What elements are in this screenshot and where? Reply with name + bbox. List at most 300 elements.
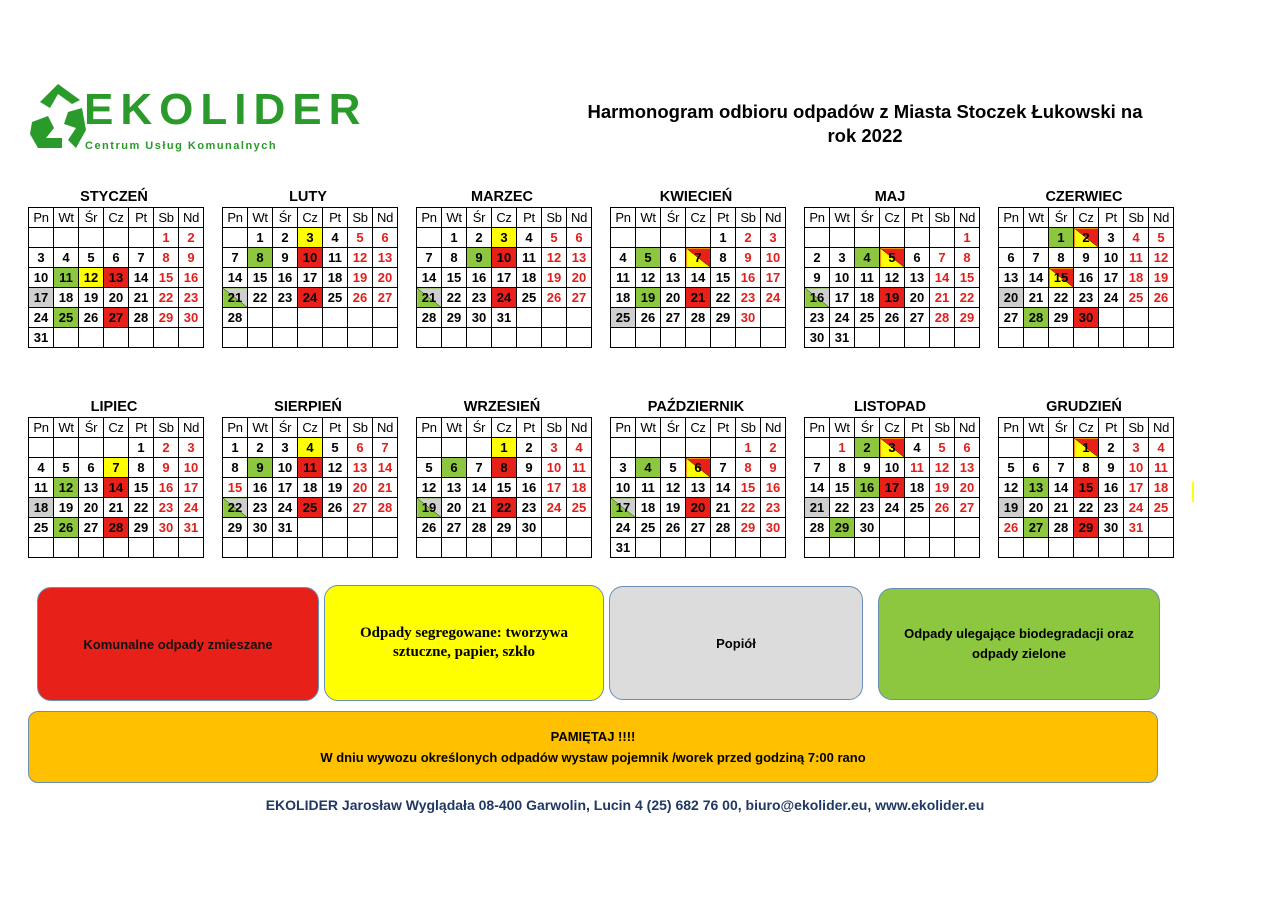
day-cell: 24: [880, 498, 905, 518]
day-cell: 29: [955, 308, 980, 328]
day-cell: 24: [1099, 288, 1124, 308]
day-cell: 18: [855, 288, 880, 308]
day-cell: 27: [661, 308, 686, 328]
weekday-header: Pt: [323, 418, 348, 438]
day-cell: 4: [29, 458, 54, 478]
day-cell: 9: [1074, 248, 1099, 268]
day-cell: 15: [492, 478, 517, 498]
day-cell: [54, 328, 79, 348]
day-cell: 21: [467, 498, 492, 518]
day-cell: [154, 538, 179, 558]
day-cell: 22: [1049, 288, 1074, 308]
day-cell: [417, 538, 442, 558]
day-cell: [636, 228, 661, 248]
day-cell: [273, 308, 298, 328]
day-cell: 1: [492, 438, 517, 458]
month-calendar: [222, 398, 394, 558]
day-cell: 10: [298, 248, 323, 268]
day-cell: [467, 538, 492, 558]
day-cell: 4: [611, 248, 636, 268]
day-cell: 21: [223, 288, 248, 308]
day-cell: 7: [686, 248, 711, 268]
day-cell: [79, 228, 104, 248]
day-cell: 10: [761, 248, 786, 268]
day-cell: 4: [636, 458, 661, 478]
day-cell: 14: [129, 268, 154, 288]
day-cell: 19: [417, 498, 442, 518]
day-cell: [348, 518, 373, 538]
day-cell: [1049, 438, 1074, 458]
day-cell: [999, 438, 1024, 458]
day-cell: 6: [104, 248, 129, 268]
weekday-header: Pt: [517, 208, 542, 228]
day-cell: [686, 328, 711, 348]
day-cell: 27: [567, 288, 592, 308]
day-cell: 19: [79, 288, 104, 308]
day-cell: 15: [736, 478, 761, 498]
weekday-header: Pt: [711, 418, 736, 438]
day-cell: 24: [273, 498, 298, 518]
day-cell: 7: [711, 458, 736, 478]
day-cell: [636, 538, 661, 558]
decorative-mark: [1192, 482, 1194, 502]
day-cell: 21: [1024, 288, 1049, 308]
day-cell: 20: [999, 288, 1024, 308]
day-cell: 19: [323, 478, 348, 498]
month-name: CZERWIEC: [1045, 189, 1123, 205]
day-cell: 23: [736, 288, 761, 308]
day-cell: 8: [736, 458, 761, 478]
day-cell: [830, 538, 855, 558]
day-cell: 9: [1099, 458, 1124, 478]
day-cell: 19: [930, 478, 955, 498]
day-cell: 11: [567, 458, 592, 478]
day-cell: 20: [686, 498, 711, 518]
day-cell: [805, 438, 830, 458]
day-cell: 13: [999, 268, 1024, 288]
day-cell: 23: [248, 498, 273, 518]
day-cell: 29: [154, 308, 179, 328]
weekday-header: Sb: [930, 418, 955, 438]
day-cell: [611, 328, 636, 348]
day-cell: 15: [154, 268, 179, 288]
weekday-header: Sb: [348, 418, 373, 438]
day-cell: [417, 328, 442, 348]
day-cell: 11: [298, 458, 323, 478]
day-cell: 24: [492, 288, 517, 308]
day-cell: 27: [686, 518, 711, 538]
month-calendar: [28, 398, 200, 558]
month-calendar: [222, 188, 394, 348]
day-cell: 13: [686, 478, 711, 498]
day-cell: 15: [1049, 268, 1074, 288]
month-table: [222, 207, 398, 348]
reminder-title: PAMIĘTAJ !!!!: [550, 729, 636, 744]
day-cell: 17: [273, 478, 298, 498]
day-cell: 8: [1074, 458, 1099, 478]
day-cell: 24: [542, 498, 567, 518]
weekday-header: Pt: [517, 418, 542, 438]
day-cell: 2: [761, 438, 786, 458]
day-cell: [298, 308, 323, 328]
day-cell: 10: [1124, 458, 1149, 478]
day-cell: [661, 538, 686, 558]
title-line-1: Harmonogram odbioru odpadów z Miasta Stoczek Łukowski na: [587, 101, 1143, 122]
day-cell: 2: [736, 228, 761, 248]
day-cell: 10: [880, 458, 905, 478]
weekday-header: Cz: [880, 208, 905, 228]
month-table: [804, 207, 980, 348]
day-cell: 27: [905, 308, 930, 328]
month-name: MARZEC: [470, 189, 534, 205]
day-cell: [1024, 228, 1049, 248]
day-cell: 5: [636, 248, 661, 268]
day-cell: 20: [79, 498, 104, 518]
day-cell: [930, 518, 955, 538]
month-table: [610, 417, 786, 558]
day-cell: 14: [1024, 268, 1049, 288]
weekday-header: Pn: [805, 208, 830, 228]
day-cell: 24: [761, 288, 786, 308]
day-cell: 2: [1074, 228, 1099, 248]
day-cell: 28: [104, 518, 129, 538]
day-cell: 31: [29, 328, 54, 348]
day-cell: [1024, 328, 1049, 348]
day-cell: 7: [930, 248, 955, 268]
day-cell: 12: [323, 458, 348, 478]
day-cell: 26: [930, 498, 955, 518]
month-calendar: [804, 398, 976, 558]
day-cell: 4: [567, 438, 592, 458]
day-cell: 15: [223, 478, 248, 498]
day-cell: 9: [273, 248, 298, 268]
day-cell: [1149, 538, 1174, 558]
day-cell: 26: [1149, 288, 1174, 308]
day-cell: 14: [805, 478, 830, 498]
day-cell: 3: [542, 438, 567, 458]
day-cell: 30: [736, 308, 761, 328]
day-cell: 17: [1099, 268, 1124, 288]
day-cell: [517, 308, 542, 328]
day-cell: 29: [1074, 518, 1099, 538]
day-cell: [1024, 438, 1049, 458]
month-name: LUTY: [289, 189, 327, 205]
day-cell: 17: [29, 288, 54, 308]
day-cell: 21: [129, 288, 154, 308]
weekday-header: Nd: [373, 208, 398, 228]
weekday-header: Sb: [154, 418, 179, 438]
day-cell: 16: [736, 268, 761, 288]
day-cell: [805, 228, 830, 248]
day-cell: 21: [930, 288, 955, 308]
day-cell: 28: [373, 498, 398, 518]
day-cell: [54, 438, 79, 458]
day-cell: 18: [567, 478, 592, 498]
brand-name: EKOLIDER: [84, 85, 368, 134]
day-cell: [517, 538, 542, 558]
weekday-header: Wt: [636, 208, 661, 228]
day-cell: [323, 328, 348, 348]
day-cell: [442, 538, 467, 558]
weekday-header: Sb: [348, 208, 373, 228]
day-cell: 8: [1049, 248, 1074, 268]
day-cell: [442, 438, 467, 458]
day-cell: 29: [736, 518, 761, 538]
day-cell: 26: [348, 288, 373, 308]
day-cell: 17: [830, 288, 855, 308]
day-cell: 6: [955, 438, 980, 458]
day-cell: 23: [1074, 288, 1099, 308]
day-cell: 12: [999, 478, 1024, 498]
day-cell: 1: [955, 228, 980, 248]
day-cell: 15: [129, 478, 154, 498]
day-cell: 19: [880, 288, 905, 308]
month-name: SIERPIEŃ: [274, 399, 342, 415]
weekday-header: Śr: [855, 418, 880, 438]
day-cell: 16: [517, 478, 542, 498]
day-cell: 30: [154, 518, 179, 538]
day-cell: [930, 228, 955, 248]
day-cell: 4: [1124, 228, 1149, 248]
legend-mixed-waste: [37, 587, 319, 701]
day-cell: 6: [999, 248, 1024, 268]
day-cell: [1024, 538, 1049, 558]
day-cell: [179, 328, 204, 348]
day-cell: [855, 538, 880, 558]
day-cell: 1: [1049, 228, 1074, 248]
day-cell: 10: [179, 458, 204, 478]
weekday-header: Cz: [880, 418, 905, 438]
day-cell: [129, 228, 154, 248]
day-cell: 14: [467, 478, 492, 498]
day-cell: 28: [686, 308, 711, 328]
day-cell: 14: [417, 268, 442, 288]
day-cell: 2: [467, 228, 492, 248]
weekday-header: Śr: [273, 208, 298, 228]
day-cell: [636, 328, 661, 348]
day-cell: 17: [611, 498, 636, 518]
day-cell: 3: [880, 438, 905, 458]
month-table: [998, 417, 1174, 558]
day-cell: [686, 228, 711, 248]
day-cell: 21: [104, 498, 129, 518]
day-cell: 23: [805, 308, 830, 328]
day-cell: [129, 328, 154, 348]
weekday-header: Pt: [129, 418, 154, 438]
day-cell: [999, 228, 1024, 248]
day-cell: 16: [761, 478, 786, 498]
day-cell: 3: [611, 458, 636, 478]
day-cell: 11: [636, 478, 661, 498]
day-cell: 12: [79, 268, 104, 288]
day-cell: 10: [29, 268, 54, 288]
weekday-header: Nd: [373, 418, 398, 438]
day-cell: 31: [179, 518, 204, 538]
day-cell: [417, 228, 442, 248]
day-cell: 23: [467, 288, 492, 308]
day-cell: [880, 538, 905, 558]
day-cell: [999, 328, 1024, 348]
day-cell: [517, 328, 542, 348]
day-cell: [830, 228, 855, 248]
day-cell: [373, 538, 398, 558]
day-cell: 28: [805, 518, 830, 538]
weekday-header: Pt: [1099, 418, 1124, 438]
day-cell: 9: [736, 248, 761, 268]
day-cell: 3: [830, 248, 855, 268]
day-cell: 20: [373, 268, 398, 288]
month-table: [416, 207, 592, 348]
day-cell: 8: [955, 248, 980, 268]
day-cell: [373, 328, 398, 348]
day-cell: 10: [611, 478, 636, 498]
day-cell: 23: [855, 498, 880, 518]
day-cell: 25: [855, 308, 880, 328]
day-cell: 7: [417, 248, 442, 268]
day-cell: 3: [179, 438, 204, 458]
day-cell: [1099, 538, 1124, 558]
day-cell: 13: [567, 248, 592, 268]
day-cell: [79, 328, 104, 348]
day-cell: [467, 438, 492, 458]
day-cell: [1149, 328, 1174, 348]
day-cell: 12: [880, 268, 905, 288]
day-cell: 29: [830, 518, 855, 538]
day-cell: 11: [905, 458, 930, 478]
day-cell: 12: [661, 478, 686, 498]
day-cell: 22: [830, 498, 855, 518]
weekday-header: Pn: [29, 418, 54, 438]
weekday-header: Sb: [1124, 208, 1149, 228]
day-cell: 4: [323, 228, 348, 248]
weekday-header: Sb: [736, 208, 761, 228]
weekday-header: Wt: [54, 418, 79, 438]
day-cell: [711, 328, 736, 348]
weekday-header: Nd: [567, 418, 592, 438]
day-cell: [880, 328, 905, 348]
weekday-header: Nd: [955, 418, 980, 438]
day-cell: 3: [29, 248, 54, 268]
day-cell: 16: [179, 268, 204, 288]
month-calendar: [804, 188, 976, 348]
day-cell: 18: [1124, 268, 1149, 288]
weekday-header: Śr: [855, 208, 880, 228]
day-cell: 9: [517, 458, 542, 478]
day-cell: 11: [855, 268, 880, 288]
day-cell: 20: [567, 268, 592, 288]
day-cell: 22: [955, 288, 980, 308]
day-cell: [661, 328, 686, 348]
day-cell: 22: [154, 288, 179, 308]
day-cell: 26: [54, 518, 79, 538]
day-cell: [154, 328, 179, 348]
day-cell: 27: [104, 308, 129, 328]
day-cell: 13: [442, 478, 467, 498]
day-cell: 2: [273, 228, 298, 248]
month-table: [222, 417, 398, 558]
day-cell: 20: [348, 478, 373, 498]
day-cell: 31: [492, 308, 517, 328]
day-cell: 6: [1024, 458, 1049, 478]
day-cell: [761, 538, 786, 558]
day-cell: 21: [686, 288, 711, 308]
day-cell: [54, 228, 79, 248]
month-calendar: [416, 398, 588, 558]
day-cell: 14: [686, 268, 711, 288]
day-cell: 28: [467, 518, 492, 538]
weekday-header: Pn: [223, 208, 248, 228]
day-cell: 21: [805, 498, 830, 518]
month-table: [804, 417, 980, 558]
day-cell: 22: [129, 498, 154, 518]
day-cell: 6: [661, 248, 686, 268]
day-cell: 9: [179, 248, 204, 268]
legend-ash: [609, 586, 863, 700]
day-cell: 31: [1124, 518, 1149, 538]
day-cell: [711, 438, 736, 458]
day-cell: [79, 438, 104, 458]
day-cell: 31: [611, 538, 636, 558]
weekday-header: Pt: [905, 418, 930, 438]
day-cell: [880, 518, 905, 538]
day-cell: 30: [179, 308, 204, 328]
day-cell: 16: [1099, 478, 1124, 498]
day-cell: 11: [323, 248, 348, 268]
day-cell: 17: [542, 478, 567, 498]
day-cell: 26: [636, 308, 661, 328]
day-cell: 27: [1024, 518, 1049, 538]
day-cell: [761, 308, 786, 328]
day-cell: 26: [661, 518, 686, 538]
day-cell: 2: [805, 248, 830, 268]
day-cell: 18: [611, 288, 636, 308]
day-cell: 13: [1024, 478, 1049, 498]
legend-ash-label: Popiół: [716, 635, 756, 651]
day-cell: 20: [955, 478, 980, 498]
day-cell: 25: [1149, 498, 1174, 518]
day-cell: 28: [417, 308, 442, 328]
day-cell: 13: [661, 268, 686, 288]
day-cell: 14: [1049, 478, 1074, 498]
month-name: WRZESIEŃ: [463, 399, 541, 415]
weekday-header: Wt: [830, 208, 855, 228]
day-cell: 15: [711, 268, 736, 288]
day-cell: [298, 538, 323, 558]
day-cell: 16: [467, 268, 492, 288]
day-cell: [1124, 328, 1149, 348]
weekday-header: Śr: [661, 208, 686, 228]
day-cell: 10: [1099, 248, 1124, 268]
day-cell: 9: [248, 458, 273, 478]
day-cell: [79, 538, 104, 558]
weekday-header: Pn: [611, 208, 636, 228]
day-cell: 24: [29, 308, 54, 328]
day-cell: 10: [273, 458, 298, 478]
day-cell: 28: [1049, 518, 1074, 538]
day-cell: 14: [104, 478, 129, 498]
day-cell: 2: [1099, 438, 1124, 458]
day-cell: [29, 538, 54, 558]
weekday-header: Cz: [686, 418, 711, 438]
day-cell: 4: [54, 248, 79, 268]
day-cell: 4: [298, 438, 323, 458]
day-cell: 20: [442, 498, 467, 518]
day-cell: 11: [1124, 248, 1149, 268]
weekday-header: Cz: [1074, 208, 1099, 228]
day-cell: 1: [248, 228, 273, 248]
day-cell: 13: [955, 458, 980, 478]
day-cell: 18: [517, 268, 542, 288]
